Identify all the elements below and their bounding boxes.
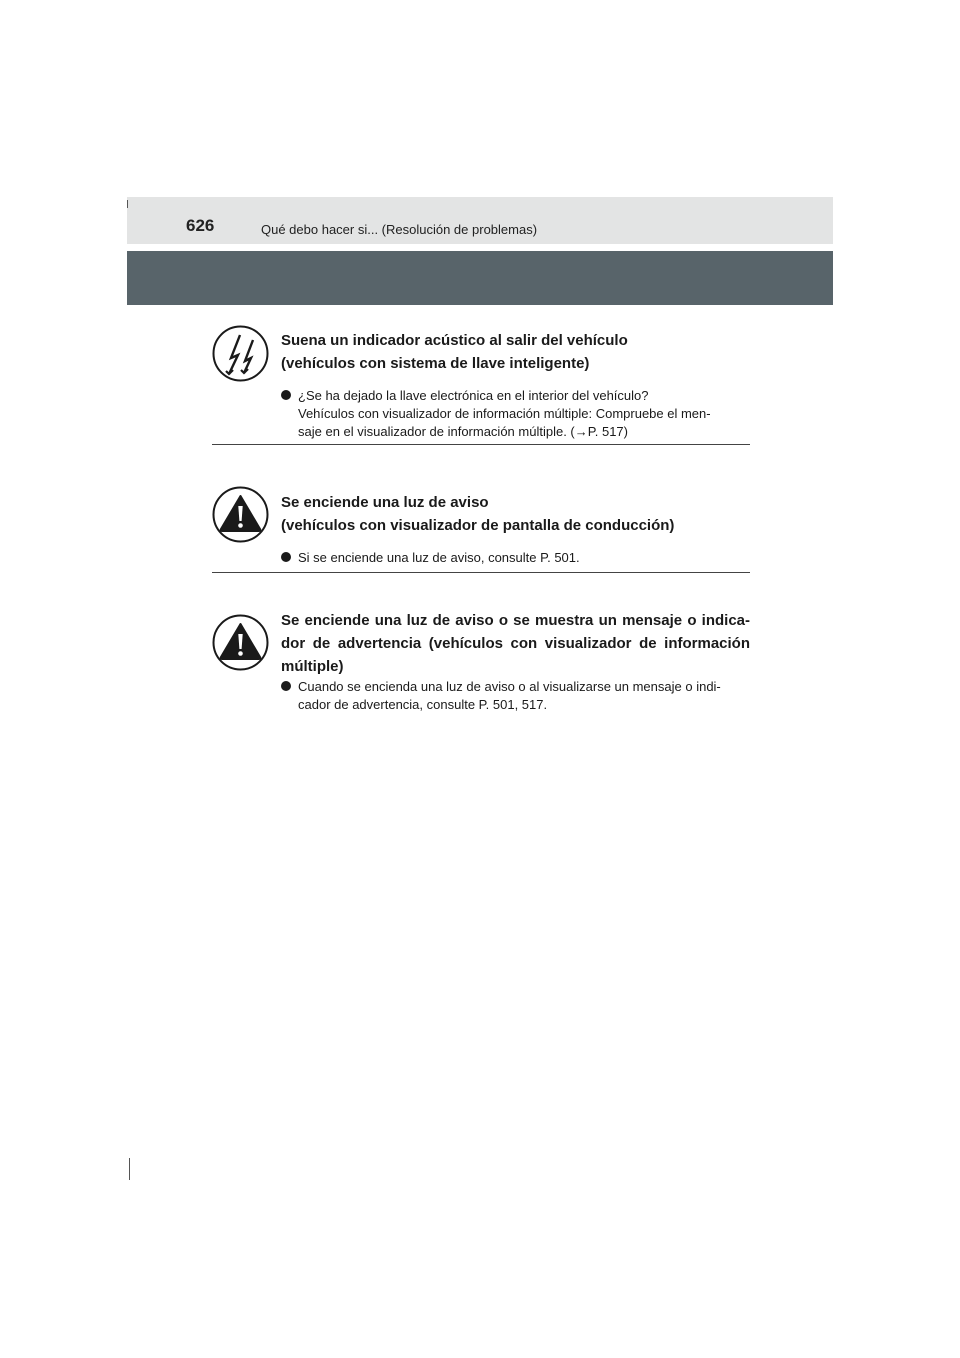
bullet-text: Cuando se encienda una luz de aviso o al visualizarse un mensaje o indi- cador de advertencia, consulte P. 501, 517. <box>298 679 721 712</box>
item-title: Se enciende una luz de aviso o se muestra un mensaje o indica- dor de advertencia (vehículos con visualizador de información múltiple) <box>281 612 750 675</box>
bullet-icon <box>281 681 291 691</box>
section-divider <box>212 572 750 573</box>
bullet-item <box>281 387 750 441</box>
electric-spark-icon <box>212 325 269 382</box>
chapter-title: Qué debo hacer si... (Resolución de problemas) <box>261 222 538 237</box>
troubleshoot-item-key-buzzer <box>212 325 750 447</box>
section-divider <box>212 444 750 445</box>
item-title: Suena un indicador acústico al salir del vehículo (vehículos con sistema de llave inteligente) <box>281 332 628 372</box>
bullet-text: Si se enciende una luz de aviso, consulte P. 501. <box>298 550 580 565</box>
troubleshoot-item-warning-message <box>212 614 750 724</box>
troubleshoot-item-warning-light <box>212 486 750 576</box>
warning-exclamation-icon <box>212 486 269 543</box>
crop-mark <box>127 200 128 208</box>
section-band <box>127 251 833 305</box>
item-title: Se enciende una luz de aviso (vehículos con visualizador de pantalla de conducción) <box>281 494 675 534</box>
crop-mark <box>129 1158 130 1180</box>
page-number: 626 <box>186 216 215 235</box>
bullet-icon <box>281 390 291 400</box>
bullet-item <box>281 549 750 567</box>
warning-exclamation-icon <box>212 614 269 671</box>
bullet-text: ¿Se ha dejado la llave electrónica en el interior del vehículo? Vehículos con visualizador de información múltiple: Compruebe el men- saje en el visualizador de información múltiple. (→P. 517) <box>298 388 711 439</box>
bullet-icon <box>281 552 291 562</box>
bullet-item <box>281 678 750 714</box>
